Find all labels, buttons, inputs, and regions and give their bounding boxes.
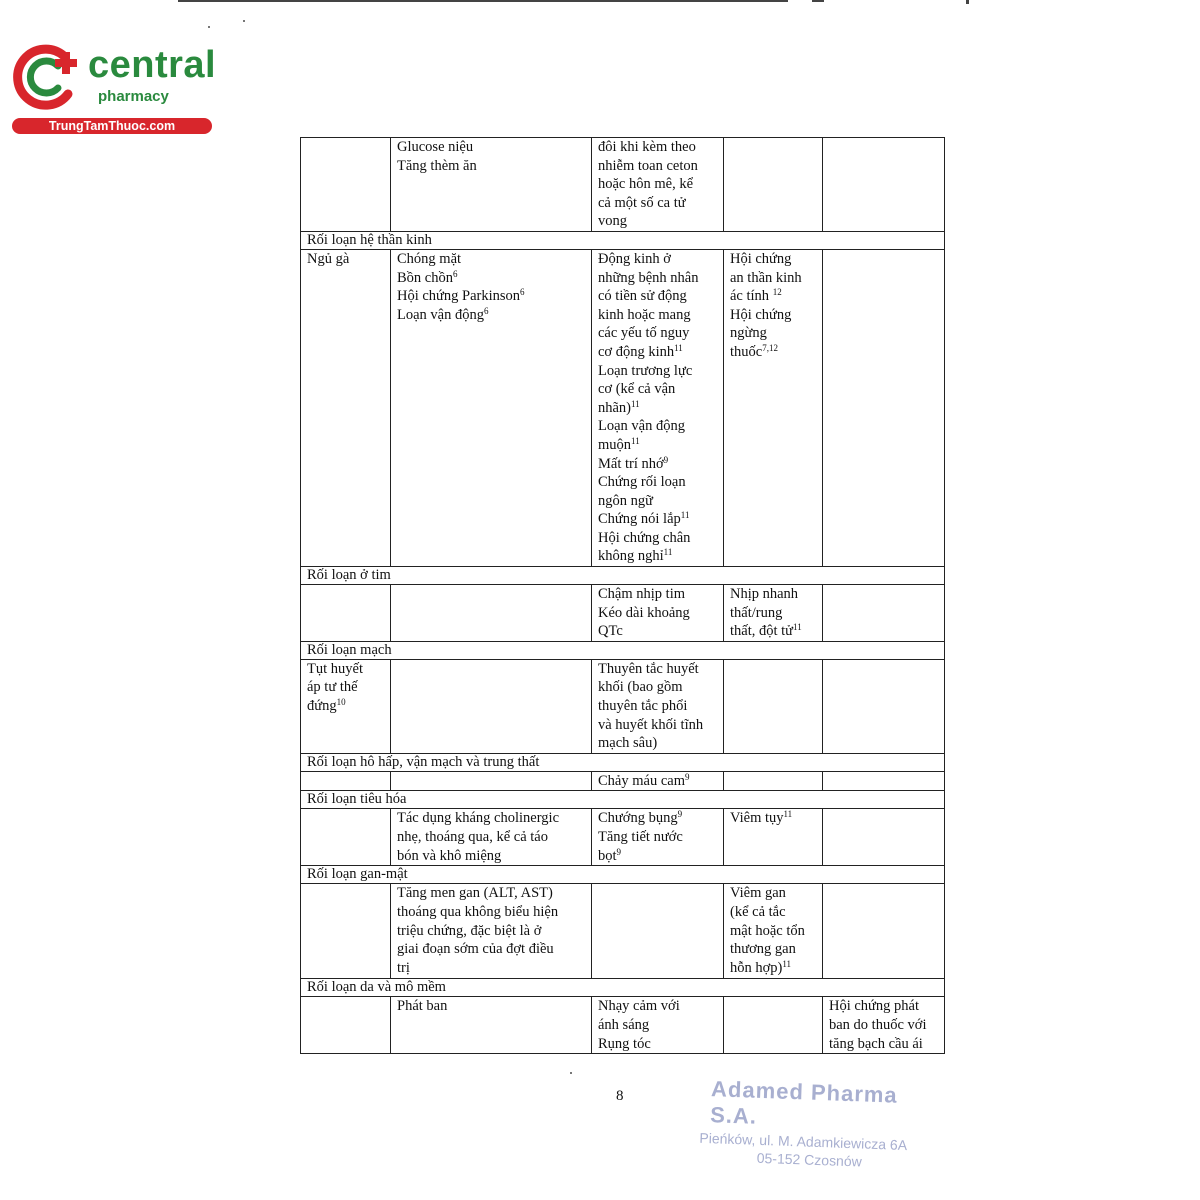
footnote-ref: 11: [631, 398, 640, 409]
table-cell: [823, 138, 945, 232]
cell-line: [730, 585, 818, 604]
cell-line-text: những bệnh nhân: [598, 269, 699, 286]
table-cell: [592, 809, 724, 866]
cell-line-text: Rụng tóc: [598, 1035, 651, 1052]
cell-line: [598, 269, 719, 288]
cell-line: cả một số ca tử: [598, 194, 686, 211]
section-row: [301, 567, 945, 585]
cell-line: [829, 1035, 940, 1054]
cell-line-text: thoáng qua không biểu hiện: [397, 904, 559, 921]
cell-line-text: Viêm tụy: [730, 810, 784, 827]
cell-line: [598, 436, 719, 455]
stamp-address: Pieńków, ul. M. Adamkiewicza 6A: [699, 1129, 908, 1154]
cell-line-text: Tăng men gan (ALT, AST): [397, 885, 553, 902]
cell-line-text: giai đoạn sớm của đợt điều: [397, 941, 554, 958]
cell-line: [598, 250, 719, 269]
top-mark: [966, 0, 969, 4]
table-cell: [724, 997, 823, 1054]
table-cell: [592, 659, 724, 753]
cell-line: [598, 585, 719, 604]
table-cell: [301, 585, 391, 642]
section-row: [301, 866, 945, 884]
cell-line: [598, 678, 719, 697]
cell-line-text: đứng: [307, 698, 337, 715]
cell-line-text: kinh hoặc mang: [598, 306, 691, 323]
cell-line: [598, 324, 719, 343]
cell-line-text: Viêm gan: [730, 885, 786, 902]
logo-brand-text: central: [88, 44, 217, 86]
cell-line: [397, 903, 587, 922]
cell-line: [397, 269, 587, 288]
adverse-effects-table: [300, 137, 945, 1054]
table-cell: [724, 659, 823, 753]
section-title: Rối loạn hô hấp, vận mạch và trung thất: [301, 753, 945, 771]
table-cell: [823, 884, 945, 979]
section-row: [301, 791, 945, 809]
stamp-postcode: 05-152 Czosnów: [756, 1149, 863, 1170]
cell-line-text: Nhịp nhanh: [730, 586, 799, 603]
footnote-ref: 10: [336, 697, 346, 708]
cell-line: [730, 324, 818, 343]
footnote-ref: 9: [677, 809, 683, 820]
footnote-ref: 6: [452, 268, 458, 279]
cell-line-text: Hội chứng: [730, 250, 792, 267]
cell-line-text: bón và khô miệng: [397, 847, 502, 864]
footnote-ref: 11: [663, 547, 673, 558]
cell-line-text: cơ (kể cả vận: [598, 381, 676, 398]
cell-line-text: ban do thuốc với: [829, 1017, 927, 1034]
table-cell: [391, 809, 592, 866]
table-cell: [592, 997, 724, 1054]
cell-line: [598, 734, 719, 753]
table-cell: [823, 771, 945, 791]
footnote-ref: 6: [520, 287, 525, 298]
cross-c-icon: [8, 36, 88, 116]
section-title: Rối loạn ở tim: [301, 567, 945, 585]
table-cell: [724, 809, 823, 866]
cell-line: [730, 809, 818, 828]
cell-line: Tăng thèm ăn: [397, 157, 477, 174]
table-cell: [724, 771, 823, 791]
logo-url-badge[interactable]: TrungTamThuoc.com: [12, 118, 212, 134]
footnote-ref: 11: [631, 435, 640, 446]
section-title: Rối loạn tiêu hóa: [301, 791, 945, 809]
table-cell: [301, 138, 391, 232]
table-cell: [823, 997, 945, 1054]
cell-line: [829, 1016, 940, 1035]
cell-line: đôi khi kèm theo: [598, 139, 696, 155]
cell-line-text: hỗn hợp): [730, 959, 783, 976]
top-rule: [178, 0, 788, 2]
table-cell: [391, 997, 592, 1054]
cell-line: [730, 903, 818, 922]
table-cell: [391, 249, 592, 566]
cell-line: [730, 269, 818, 288]
footnote-ref: 12: [772, 287, 782, 298]
cell-line: [598, 473, 719, 492]
scan-speck: [208, 26, 210, 28]
table-cell: [823, 659, 945, 753]
section-title: Rối loạn mạch: [301, 641, 945, 659]
cell-line-text: Tụt huyết: [307, 660, 363, 677]
table-cell: [391, 884, 592, 979]
footnote-ref: 11: [793, 622, 802, 633]
table-cell: [592, 249, 724, 566]
cell-line: [730, 884, 818, 903]
cell-line-text: Chảy máu cam: [598, 772, 685, 789]
cell-line-text: Hội chứng: [730, 306, 792, 323]
table-row: [301, 138, 945, 232]
cell-line-text: thất/rung: [730, 604, 783, 621]
cell-line: [730, 622, 818, 641]
cell-line-text: trị: [397, 959, 410, 976]
cell-line-text: thương gan: [730, 941, 796, 958]
cell-line: [598, 306, 719, 325]
table-row: [301, 249, 945, 566]
table-cell: [592, 138, 724, 232]
table-row: [301, 771, 945, 791]
footnote-ref: 9: [684, 771, 690, 782]
cell-line: [397, 997, 587, 1016]
footnote-ref: 11: [674, 342, 683, 353]
cell-line-text: Loạn vận động: [397, 306, 484, 323]
table-cell: [301, 659, 391, 753]
cell-line-text: Chướng bụng: [598, 810, 678, 827]
footnote-ref: 9: [663, 454, 669, 465]
cell-line-text: Phát ban: [397, 998, 448, 1015]
cell-line: [730, 250, 818, 269]
footnote-ref: 7,12: [762, 342, 778, 353]
cell-line: [598, 716, 719, 735]
cell-line-text: Hội chứng Parkinson: [397, 288, 521, 305]
cell-line: [598, 399, 719, 418]
cell-line: [598, 417, 719, 436]
cell-line: [598, 362, 719, 381]
footnote-ref: 11: [680, 510, 690, 521]
cell-line: [397, 287, 587, 306]
table-row: [301, 585, 945, 642]
cell-line-text: nhẹ, thoáng qua, kể cả táo: [397, 829, 548, 846]
cell-line: [598, 697, 719, 716]
cell-line: [397, 306, 587, 325]
cell-line: [397, 847, 587, 866]
cell-line: [730, 604, 818, 623]
cell-line: [598, 1016, 719, 1035]
cell-line-text: nhãn): [598, 399, 632, 416]
cell-line: [598, 772, 719, 791]
cell-line-text: các yếu tố nguy: [598, 325, 690, 342]
cell-line-text: ánh sáng: [598, 1017, 650, 1034]
cell-line: [598, 1035, 719, 1054]
cell-line-text: Thuyên tắc huyết: [598, 660, 699, 677]
cell-line-text: Hội chứng chân: [598, 529, 691, 546]
cell-line-text: Loạn vận động: [598, 418, 685, 435]
cell-line-text: tăng bạch cầu ái: [829, 1035, 923, 1052]
cell-line-text: thuốc: [730, 343, 763, 360]
cell-line-text: Tác dụng kháng cholinergic: [397, 810, 559, 827]
cell-line: [397, 959, 587, 978]
cell-line: hoặc hôn mê, kể: [598, 176, 694, 193]
cell-line-text: muộn: [598, 436, 632, 453]
table-cell: [391, 585, 592, 642]
cell-line-text: mật hoặc tổn: [730, 922, 805, 939]
cell-line-text: khối (bao gồm: [598, 679, 683, 696]
cell-line-text: Chậm nhịp tim: [598, 586, 685, 603]
footnote-ref: 11: [783, 809, 793, 820]
cell-line: [598, 455, 719, 474]
stamp-company: Adamed Pharma S.A.: [709, 1076, 899, 1129]
table-cell: [301, 884, 391, 979]
table-cell: [724, 138, 823, 232]
section-title: Rối loạn da và mô mềm: [301, 979, 945, 997]
cell-line-text: QTc: [598, 623, 623, 640]
section-title: Rối loạn gan-mật: [301, 866, 945, 884]
table-cell: [823, 809, 945, 866]
cell-line: [598, 604, 719, 623]
cell-line-text: Nhạy cảm với: [598, 998, 680, 1015]
cell-line: [598, 343, 719, 362]
table-cell: [823, 585, 945, 642]
cell-line: [598, 529, 719, 548]
table-row: [301, 884, 945, 979]
section-row: [301, 753, 945, 771]
cell-line: vong: [598, 213, 627, 230]
logo-sub-text: pharmacy: [98, 88, 169, 105]
cell-line: [598, 547, 719, 566]
table-row: [301, 997, 945, 1054]
central-pharmacy-logo[interactable]: [8, 36, 218, 136]
cell-line: [598, 809, 719, 828]
cell-line-text: ngôn ngữ: [598, 492, 653, 509]
cell-line: [598, 287, 719, 306]
cell-line: [397, 828, 587, 847]
cell-line-text: áp tư thế: [307, 679, 358, 696]
cell-line-text: không nghỉ: [598, 548, 664, 565]
table-row: [301, 809, 945, 866]
section-row: [301, 641, 945, 659]
cell-line: [397, 250, 587, 269]
cell-line: [829, 997, 940, 1016]
cell-line-text: (kể cả tắc: [730, 904, 786, 921]
cell-line-text: bọt: [598, 847, 617, 864]
cell-line-text: Mất trí nhớ: [598, 455, 664, 472]
scan-speck: [243, 20, 245, 22]
cell-line: Glucose niệu: [397, 139, 474, 155]
table-cell: Ngủ gà: [301, 249, 391, 566]
cell-line-text: cơ động kinh: [598, 343, 675, 360]
table-cell: [592, 585, 724, 642]
section-row: [301, 231, 945, 249]
table-cell: [592, 884, 724, 979]
cell-line: [730, 922, 818, 941]
cell-line-text: triệu chứng, đặc biệt là ở: [397, 922, 542, 939]
table-cell: [391, 138, 592, 232]
cell-line: [307, 660, 386, 679]
cell-line-text: Loạn trương lực: [598, 362, 693, 379]
cell-line-text: ác tính: [730, 288, 773, 305]
cell-line: [397, 922, 587, 941]
cell-line-text: Chứng nói lắp: [598, 511, 681, 528]
cell-line-text: Chóng mặt: [397, 250, 462, 267]
cell-line-text: Động kinh ở: [598, 250, 671, 267]
cell-line: [730, 959, 818, 978]
cell-line-text: thất, đột tử: [730, 623, 794, 640]
table-cell: [301, 771, 391, 791]
cell-line: [397, 884, 587, 903]
scan-speck: [570, 1072, 572, 1074]
cell-line: [598, 828, 719, 847]
page-number: 8: [616, 1088, 624, 1104]
section-title: Rối loạn hệ thần kinh: [301, 231, 945, 249]
cell-line-text: an thần kinh: [730, 269, 802, 286]
cell-line: [598, 510, 719, 529]
cell-line-text: thuyên tắc phổi: [598, 698, 688, 715]
cell-line: [598, 622, 719, 641]
table-cell: [301, 809, 391, 866]
table-cell: [592, 771, 724, 791]
cell-line: nhiễm toan ceton: [598, 157, 698, 174]
table-row: [301, 659, 945, 753]
footnote-ref: 11: [782, 958, 792, 969]
cell-line: [598, 492, 719, 511]
table-cell: [823, 249, 945, 566]
cell-line: [730, 940, 818, 959]
footnote-ref: 6: [483, 305, 489, 316]
cell-line: [598, 380, 719, 399]
footnote-ref: 9: [616, 846, 622, 857]
table-cell: [724, 585, 823, 642]
cell-line: [598, 847, 719, 866]
cell-line-text: ngừng: [730, 325, 767, 342]
cell-line-text: và huyết khối tĩnh: [598, 716, 704, 733]
cell-line-text: Kéo dài khoảng: [598, 604, 690, 621]
top-dash: [812, 0, 824, 2]
table-cell: [301, 997, 391, 1054]
cell-line: [397, 940, 587, 959]
cell-line: [598, 660, 719, 679]
cell-line-text: Bồn chồn: [397, 269, 453, 286]
cell-line: [730, 343, 818, 362]
cell-line-text: Chứng rối loạn: [598, 474, 686, 491]
section-row: [301, 979, 945, 997]
cell-line: [730, 287, 818, 306]
cell-line: [307, 678, 386, 697]
cell-line-text: mạch sâu): [598, 735, 658, 752]
cell-line: [598, 997, 719, 1016]
cell-line: [307, 697, 386, 716]
cell-line: [730, 306, 818, 325]
cell-line-text: có tiền sử động: [598, 288, 687, 305]
table-cell: [391, 659, 592, 753]
cell-line-text: Tăng tiết nước: [598, 829, 683, 846]
company-stamp: [699, 1076, 942, 1172]
table-cell: [724, 884, 823, 979]
table-cell: [724, 249, 823, 566]
cell-line-text: Hội chứng phát: [829, 998, 920, 1015]
table-cell: [391, 771, 592, 791]
cell-line: [397, 809, 587, 828]
